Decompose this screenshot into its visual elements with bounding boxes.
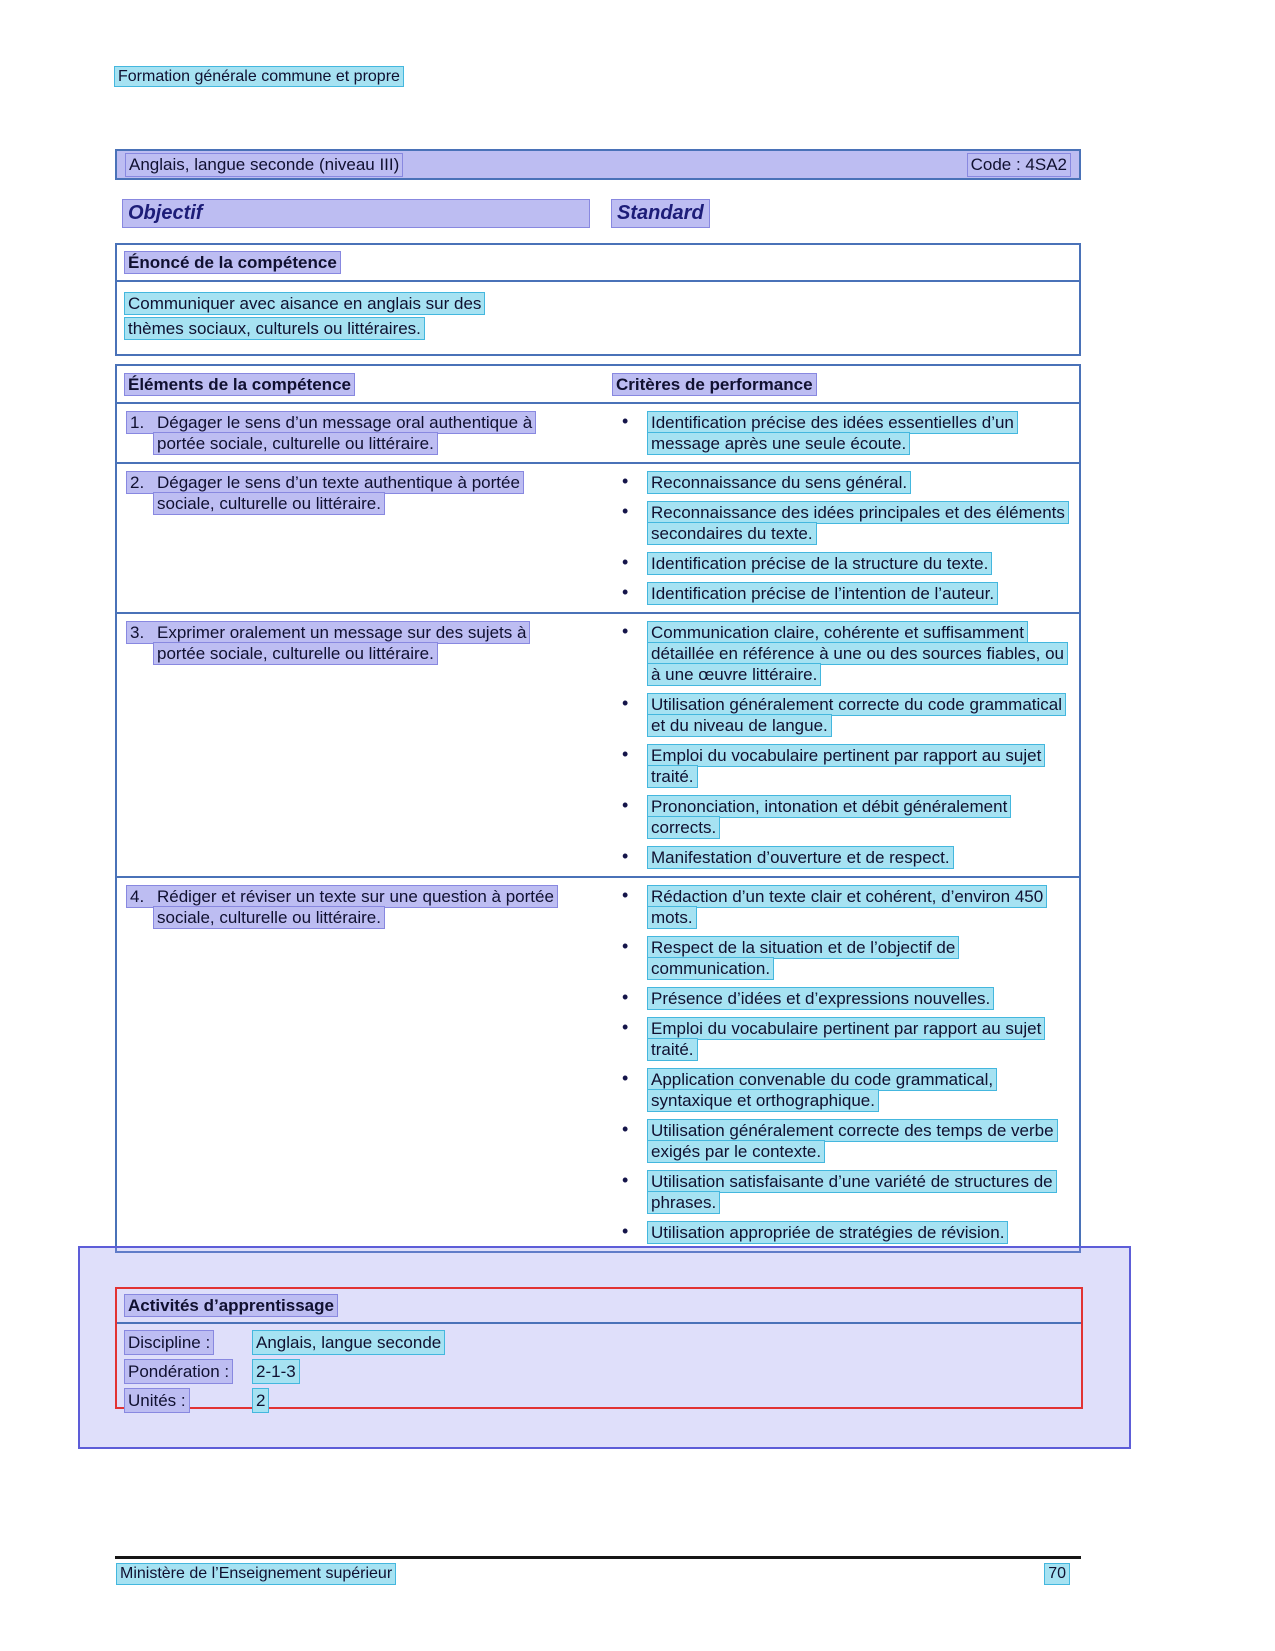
objectif-heading: Objectif [123,200,589,227]
activities-header: Activités d’apprentissage [117,1289,1081,1324]
competence-statement-header: Énoncé de la compétence [117,245,1079,282]
element-number: 1. [130,413,145,432]
document-code: Code : 4SA2 [968,154,1070,176]
activity-row [117,1357,1081,1386]
activity-value: 2 [253,1389,268,1412]
criteria-item: • Communication claire, cohérente et suffisamment détaillée en référence à une ou des sources fiables, ou à une œuvre littéraire. [613,622,1071,685]
activities-box [115,1287,1083,1409]
title-bar [115,149,1081,180]
activity-label: Unités : [125,1389,189,1412]
section-headings [115,200,1081,230]
criteria-item: • Utilisation généralement correcte des temps de verbe exigés par le contexte. [613,1120,1071,1162]
competence-table [115,364,1081,1253]
table-body [117,404,1079,1251]
table-header-row [117,366,1079,404]
criteria-item: • Respect de la situation et de l’objectif de communication. [613,937,1071,979]
criteria-cell [613,622,1071,868]
footer [115,1564,1081,1584]
header-note-text: Formation générale commune et propre [115,67,403,86]
element-cell: 2. Dégager le sens d’un texte authentique à portée sociale, culturelle ou littéraire. [125,472,613,604]
element-cell: 1. Dégager le sens d’un message oral authentique à portée sociale, culturelle ou littéraire. [125,412,613,454]
element-cell: 4. Rédiger et réviser un texte sur une question à portée sociale, culturelle ou littéraire. [125,886,613,1243]
element-number: 3. [130,623,145,642]
element-number: 2. [130,473,145,492]
competence-row [117,404,1079,464]
competence-line: Communiquer avec aisance en anglais sur des [125,293,484,314]
annotation-overlay [78,1246,1131,1449]
criteria-item: • Prononciation, intonation et débit généralement corrects. [613,796,1071,838]
page-number: 70 [1045,1564,1069,1584]
competence-row [117,614,1079,878]
activity-value: 2-1-3 [253,1360,299,1383]
criteria-cell [613,886,1071,1243]
competence-row [117,878,1079,1251]
criteria-item: • Identification précise des idées essentielles d’un message après une seule écoute. [613,412,1071,454]
criteria-item: • Utilisation satisfaisante d’une variété de structures de phrases. [613,1171,1071,1213]
document-title: Anglais, langue seconde (niveau III) [126,154,402,176]
criteria-item: • Reconnaissance des idées principales et des éléments secondaires du texte. [613,502,1071,544]
criteria-cell [613,472,1071,604]
activity-row [117,1328,1081,1357]
criteria-item: • Identification précise de l’intention de l’auteur. [613,583,1071,604]
competence-statement-box [115,243,1081,356]
col-header-criteria: Critères de performance [613,374,1071,395]
element-number: 4. [130,887,145,906]
competence-statement-body [117,282,1079,354]
footer-ministry: Ministère de l’Enseignement supérieur [117,1564,395,1584]
criteria-item: • Manifestation d’ouverture et de respect. [613,847,1071,868]
header-note [115,68,403,86]
competence-row [117,464,1079,614]
criteria-item: • Présence d’idées et d’expressions nouvelles. [613,988,1071,1009]
activity-label: Pondération : [125,1360,232,1383]
activity-label: Discipline : [125,1331,213,1354]
criteria-item: • Reconnaissance du sens général. [613,472,1071,493]
activity-value: Anglais, langue seconde [253,1331,444,1354]
criteria-item: • Utilisation appropriée de stratégies de révision. [613,1222,1071,1243]
criteria-item: • Utilisation généralement correcte du code grammatical et du niveau de langue. [613,694,1071,736]
criteria-item: • Emploi du vocabulaire pertinent par rapport au sujet traité. [613,1018,1071,1060]
activities-rows [117,1324,1081,1415]
col-header-elements: Éléments de la compétence [125,374,613,395]
footer-rule [115,1556,1081,1559]
criteria-item: • Rédaction d’un texte clair et cohérent, d’environ 450 mots. [613,886,1071,928]
criteria-item: • Identification précise de la structure du texte. [613,553,1071,574]
activity-row [117,1386,1081,1415]
criteria-item: • Emploi du vocabulaire pertinent par rapport au sujet traité. [613,745,1071,787]
criteria-item: • Application convenable du code grammatical, syntaxique et orthographique. [613,1069,1071,1111]
competence-line: thèmes sociaux, culturels ou littéraires. [125,318,424,339]
standard-heading: Standard [612,200,709,227]
element-cell: 3. Exprimer oralement un message sur des sujets à portée sociale, culturelle ou littéraire. [125,622,613,868]
criteria-cell [613,412,1071,454]
